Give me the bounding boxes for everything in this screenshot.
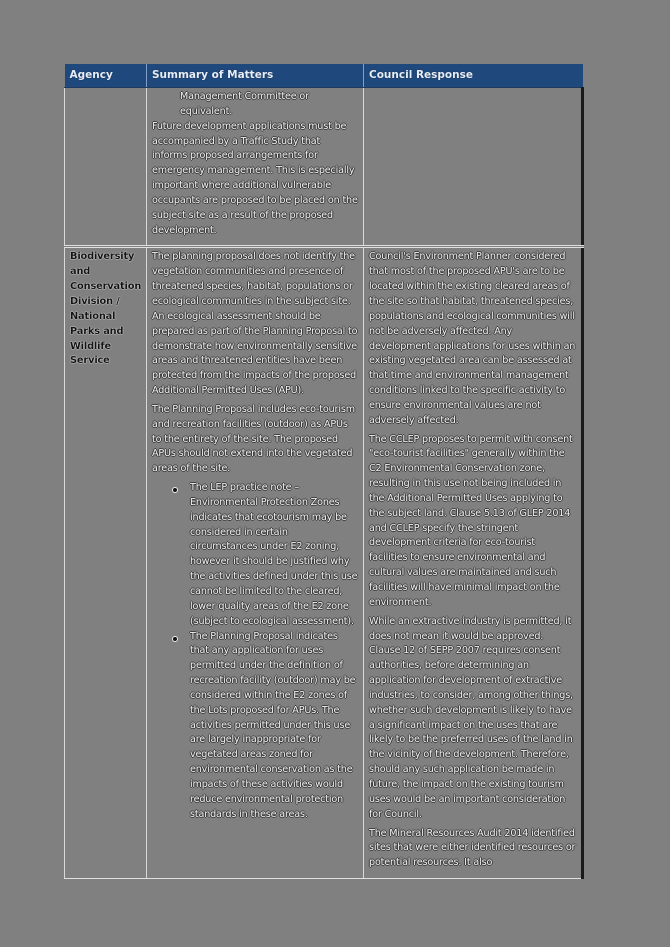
- agency-cell: [65, 88, 147, 247]
- agency-submissions-table: [64, 64, 584, 879]
- header-council-response: Council Response: [364, 64, 583, 88]
- summary-paragraph: Future development applications must be accompanied by a Traffic Study that informs proposed arrangements for emergency management. This is especially important where additional vulnerable occupants are proposed to be placed on the subject site as a result of the proposed development.: [152, 120, 358, 236]
- summary-continuation: Management Committee or equivalent.: [180, 91, 309, 117]
- header-agency: Agency: [65, 64, 147, 88]
- response-paragraph: Council's Environment Planner considered that most of the proposed APU's are to be located within the existing cleared areas of the site so that habitat, threatened species, populations and ecological communities will not be adversely affected. Any development applications for uses within an existing vegetated area can be assessed at that time and environmental management conditions linked to the specific activity to ensure environmental values are not adversely affected.: [369, 251, 576, 426]
- table-row: [65, 88, 583, 247]
- table-header-row: [65, 64, 583, 88]
- bullet-item: [152, 481, 358, 629]
- bullet-text: The Planning Proposal indicates that any application for uses permitted under the definition of recreation facility (outdoor) may be considered within the E2 zones of the Lots proposed for APUs. The activities permitted under this use are largely inappropriate for vegetated areas zoned for environmental conservation as the impacts of these activities would reduce environmental protection standards in these areas.: [190, 630, 356, 820]
- bullet-text: The LEP practice note – Environmental Protection Zones indicates that ecotourism may be considered in certain circumstances under E2 zoning, however it should be justified why the activities defined under this use cannot be limited to the cleared, lower quality areas of the E2 zone (subject to ecological assessment).: [190, 482, 358, 627]
- table-row: [65, 247, 583, 879]
- response-paragraph: While an extractive industry is permitted, it does not mean it would be approved. Clause 12 of SEPP 2007 requires consent authorities, before determining an application for development of extractive industries, to consider, among other things, whether such development is likely to have a significant impact on the uses that are likely to be the preferred uses of the land in the vicinity of the development. Therefore, should any such application be made in future, the impact on the existing tourism uses would be an important consideration for Council.: [369, 615, 573, 820]
- response-paragraph: The CCLEP proposes to permit with consent "eco-tourist facilities" generally within the C2 Environmental Conservation zone, resulting in this use not being included in the Additional Permitted Uses applying to the subject land. Clause 5.13 of GLEP 2014 and CCLEP specify the stringent development criteria for eco-tourist facilities to ensure environmental and cultural values are maintained and such facilities will have minimal impact on the environment.: [369, 433, 573, 608]
- response-paragraph: The Mineral Resources Audit 2014 identified sites that were either identified resources or potential resources. It also: [369, 827, 576, 869]
- agency-cell: Biodiversity and Conservation Division / National Parks and Wildlife Service: [65, 247, 147, 879]
- bullet-icon: [172, 636, 178, 642]
- summary-paragraph: The planning proposal does not identify the vegetation communities and presence of threatened species, habitat, populations or ecological communities in the subject site. An ecological assessment should be prepared as part of the Planning Proposal to demonstrate how environmentally sensitive areas and threatened entities have been protected from the impacts of the proposed Additional Permitted Uses (APU).: [152, 251, 358, 397]
- header-summary-of-matters: Summary of Matters: [147, 64, 364, 88]
- response-cell: [364, 88, 583, 247]
- summary-cell: [147, 247, 364, 879]
- bullet-item: [152, 630, 358, 823]
- summary-paragraph: The Planning Proposal includes eco-tourism and recreation facilities (outdoor) as APUs to the entirety of the site. The proposed APUs should not extend into the vegetated areas of the site.: [152, 403, 355, 475]
- summary-bullet-list: [152, 481, 358, 822]
- response-cell: [364, 247, 583, 879]
- bullet-icon: [172, 487, 178, 493]
- summary-cell: [147, 88, 364, 247]
